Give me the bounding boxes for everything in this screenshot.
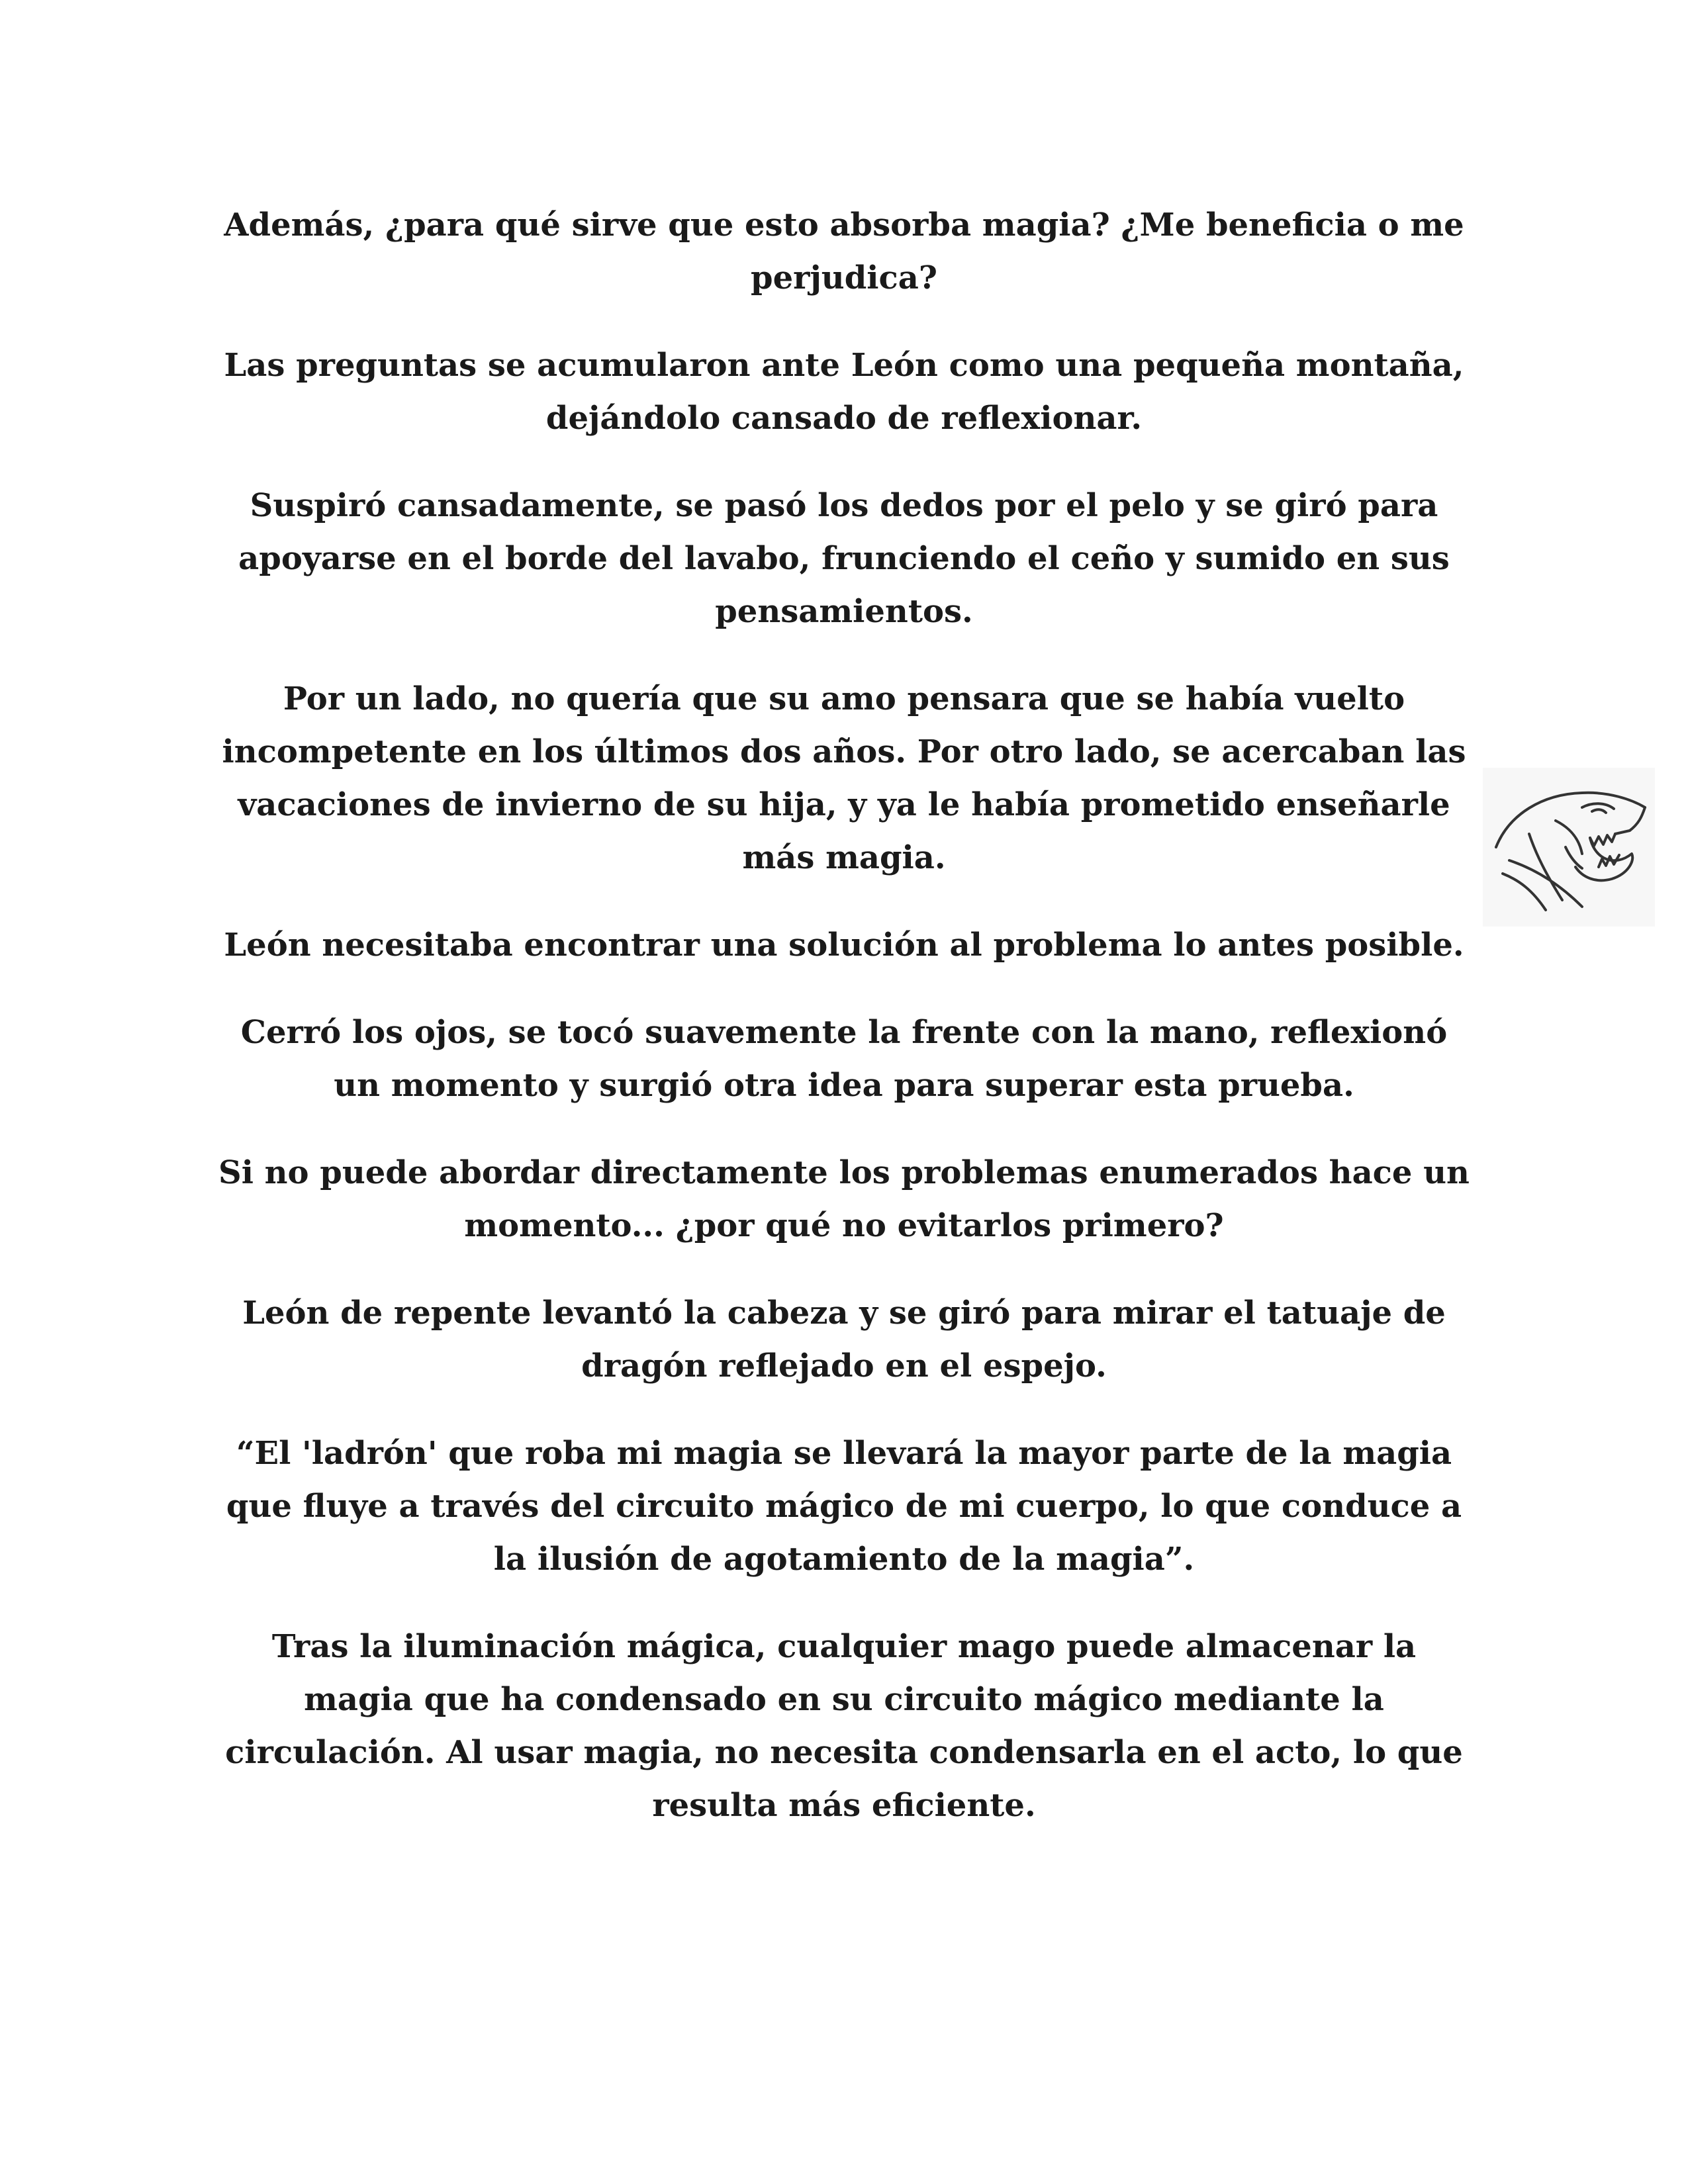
paragraph-2: Las preguntas se acumularon ante León como una pequeña montaña, dejándolo cansado de reflexionar. xyxy=(224,347,1464,437)
paragraph-9: “El 'ladrón' que roba mi magia se llevará la mayor parte de la magia que fluye a través del circuito mágico de mi cuerpo, lo que conduce a la ilusión de agotamiento de la magia”. xyxy=(226,1435,1462,1578)
dinosaur-head-sketch-icon xyxy=(1483,768,1655,927)
paragraph-7: Si no puede abordar directamente los problemas enumerados hace un momento... ¿por qué no evitarlos primero? xyxy=(218,1154,1470,1244)
document-body xyxy=(218,199,1470,1832)
paragraph-4: Por un lado, no quería que su amo pensara que se había vuelto incompetente en los últimos dos años. Por otro lado, se acercaban las vacaciones de invierno de su hija, y ya le había prometido enseñarle más magia. xyxy=(222,680,1466,876)
paragraph-10: Tras la iluminación mágica, cualquier mago puede almacenar la magia que ha condensado en su circuito mágico mediante la circulación. Al usar magia, no necesita condensarla en el acto, lo que resulta más eficiente. xyxy=(225,1628,1463,1824)
paragraph-5: León necesitaba encontrar una solución al problema lo antes posible. xyxy=(224,927,1464,964)
paragraph-8: León de repente levantó la cabeza y se giró para mirar el tatuaje de dragón reflejado en el espejo. xyxy=(242,1295,1446,1385)
paragraph-1: Además, ¿para qué sirve que esto absorba magia? ¿Me beneficia o me perjudica? xyxy=(224,206,1464,296)
paragraph-6: Cerró los ojos, se tocó suavemente la frente con la mano, reflexionó un momento y surgió otra idea para superar esta prueba. xyxy=(240,1014,1448,1104)
paragraph-3: Suspiró cansadamente, se pasó los dedos por el pelo y se giró para apoyarse en el borde del lavabo, frunciendo el ceño y sumido en sus pensamientos. xyxy=(238,487,1450,630)
